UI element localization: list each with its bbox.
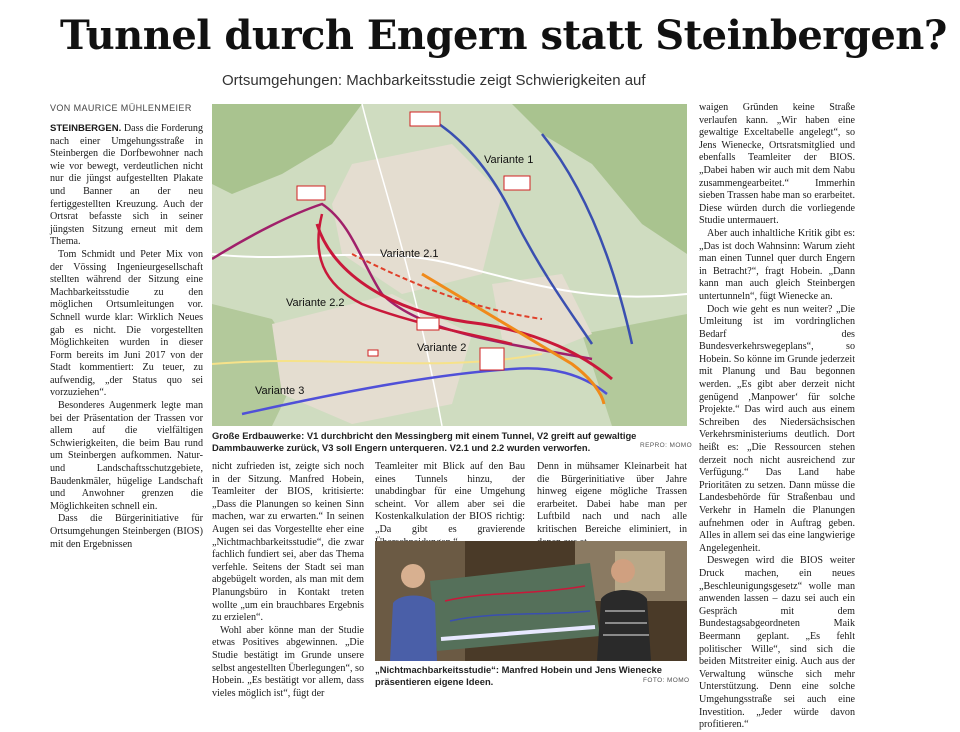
map-label-variante-3: Variante 3 [255, 385, 305, 397]
article-column-4 [537, 461, 687, 549]
paragraph: Aber auch inhaltliche Kritik gibt es: „Das ist doch Wahnsinn: Warum zieht man einen Tunnel quer durch Engern in Betracht?“, fragt Hobein. „Dann kann man auch gleich Steinbergen untertunneln“, fügt Wienecke an. [699, 227, 855, 302]
map-caption: Große Erdbauwerke: V1 durchbricht den Messingberg mit einem Tunnel, V2 greift auf gewaltige Dammbauwerke zurück, V3 soll Engern unterqueren. V2.1 und 2.2 wurden verworfen. [212, 430, 637, 453]
headline: Tunnel durch Engern statt Steinbergen? [60, 12, 947, 59]
article-column-5 [699, 102, 855, 732]
route-map-graphic [212, 104, 687, 426]
article-column-2 [212, 461, 364, 700]
map-label-variante-2: Variante 2 [417, 342, 467, 354]
paragraph: Dass die Bürgerinitiative für Ortsumgehungen Steinbergen (BIOS) mit den Ergebnissen [50, 513, 203, 550]
map-label-variante-2-1: Variante 2.1 [380, 248, 439, 260]
photo-caption: „Nichtmachbarkeitsstudie“: Manfred Hobein und Jens Wienecke präsentieren eigene Ideen. [375, 664, 662, 687]
map-label-variante-1: Variante 1 [484, 154, 534, 166]
paragraph: Wohl aber könne man der Studie etwas Positives abgewinnen. „Die Studie bestätigt im Grunde unsere selbst angestellten Überlegungen“, so Hobein. „Es bestätigt vor allem, dass vieles möglich ist“, fügt der [212, 624, 364, 699]
subheadline: Ortsumgehungen: Machbarkeitsstudie zeigt Schwierigkeiten auf [222, 72, 646, 89]
paragraph: Tom Schmidt und Peter Mix von der Vössing Ingenieurgesellschaft stellten während der Sitzung eine Machbarkeitsstudie zu den möglichen Ortsumleitungen vor. Schnell wurde klar: Wirklich Neues gab es nicht. Die vorgestellten Möglichkeiten wurden in dieser Form bereits im Juni 2017 von der Stadt kommentiert: Zu teuer, zu aufwendig, „der Status quo sei vorzuziehen“. [50, 248, 203, 399]
paragraph: Deswegen wird die BIOS weiter Druck machen, ein neues „Beschleunigungsgesetz“ wolle man anwenden lassen – dazu sei auch ein Gespräch mit dem Bundestagsabgeordneten Maik Beermann geplant. „Es fehlt politischer Wille“, sind sich die beiden Mitstreiter einig. Auch aus der Verwaltung wünsche sich mehr Unterstützung. Denn eine solche Umgehungsstraße sei auch eine Investition. „Jeder würde davon profitieren.“ [699, 555, 855, 731]
photo-credit: FOTO: MOMO [643, 677, 690, 684]
paragraph: Denn in mühsamer Kleinarbeit hat die Bürgerinitiative über Jahre hinweg eigene mögliche Trassen erarbeitet. Dabei habe man per Luftbild nach und nach alle kritischen Bereiche eliminiert, in [537, 461, 687, 535]
photo-graphic [375, 541, 687, 661]
route-map [212, 104, 687, 426]
paragraph: waigen Gründen keine Straße verlaufen kann. „Wir haben eine gewaltige Exceltabelle angelegt“, so Jens Wienecke, Ortsratsmitglied und ebenfalls Teamleiter der BIOS. „Dabei haben wir auch mit dem Nabu zusammengearbeitet.“ Immerhin sieben Trassen habe man so erarbeitet. Diese würden durch die vorliegende Studie untermauert. [699, 102, 855, 227]
paragraph [50, 123, 203, 249]
byline: VON MAURICE MÜHLENMEIER [50, 103, 192, 113]
paragraph: Teamleiter mit Blick auf den Bau eines Tunnels hinzu, der unabdingbar für eine Umgehung scheint. Vor allem aber sei die Kostenkalkulation der BIOS richtig: „Da gibt es gravierende [375, 461, 525, 535]
dateline: STEINBERGEN. [50, 123, 122, 134]
photo-two-men-with-map [375, 541, 687, 661]
paragraph: nicht zufrieden ist, zeigte sich noch in der Sitzung. Manfred Hobein, Teamleiter der BIOS, kritisierte: „Dass die Planungen so keinen Sinn machen, war zu erwarten.“ In seinen Augen sei das Vorgestellte eher eine „Nichtmachbarkeitsstudie“, die zwar fachlich fundiert sei, aber das Thema verfehle. Seitens der Stadt sei man abgebügelt worden, als man mit dem Planungsbüro in Kontakt treten wollte „um ein brauchbares Ergebnis zu erzielen“. [212, 461, 364, 624]
article-column-1 [50, 123, 203, 551]
article-column-3 [375, 461, 525, 549]
map-label-variante-2-2: Variante 2.2 [286, 297, 345, 309]
map-credit: REPRO: MOMO [640, 442, 693, 449]
paragraph-text: Dass die Forderung nach einer Umgehungsstraße in Steinbergen die Dorfbewohner nach wie vor bewegt, verdeutlichen nicht nur die jüngst aufgestellten Plakate und Banner an der neu fertiggestellten Kreuzung. Auch der Ortsrat befasste sich in seiner jüngsten Sitzung erneut mit dem Thema. [50, 123, 203, 248]
paragraph: Besonderes Augenmerk legte man bei der Präsentation der Trassen vor allem auf die vielfältigen Schwierigkeiten, die beim Bau rund um Steinbergen aufkommen. Natur- und Landschaftsschutzgebiete, Baudenkmäler, hügelige Landschaft und Anwohner grenzen die Möglichkeiten schnell ein. [50, 400, 203, 512]
paragraph: Doch wie geht es nun weiter? „Die Umleitung ist im vordringlichen Bedarf des Bundesverkehrswegeplans“, so Hobein. So könne im Grunde jederzeit mit Planung und Bau begonnen werden. „Es gibt aber derzeit nicht genügend ‚Manpower‘ für solche Projekte.“ Das wird auch aus einem Schreiben des Niedersächsischen Verkehrsministeriums deutlich. Dort heißt es: „Die Ressourcen stehen derzeit noch nicht ausreichend zur Verfügung.“ Das Land habe Prioritäten zu setzen. Dann müsse die Landesbehörde für Straßenbau und Verkehr in Hameln die Planungen aufnehmen oder in Auftrag geben. Alles in allem sei das eine langwierige Angelegenheit. [699, 303, 855, 554]
